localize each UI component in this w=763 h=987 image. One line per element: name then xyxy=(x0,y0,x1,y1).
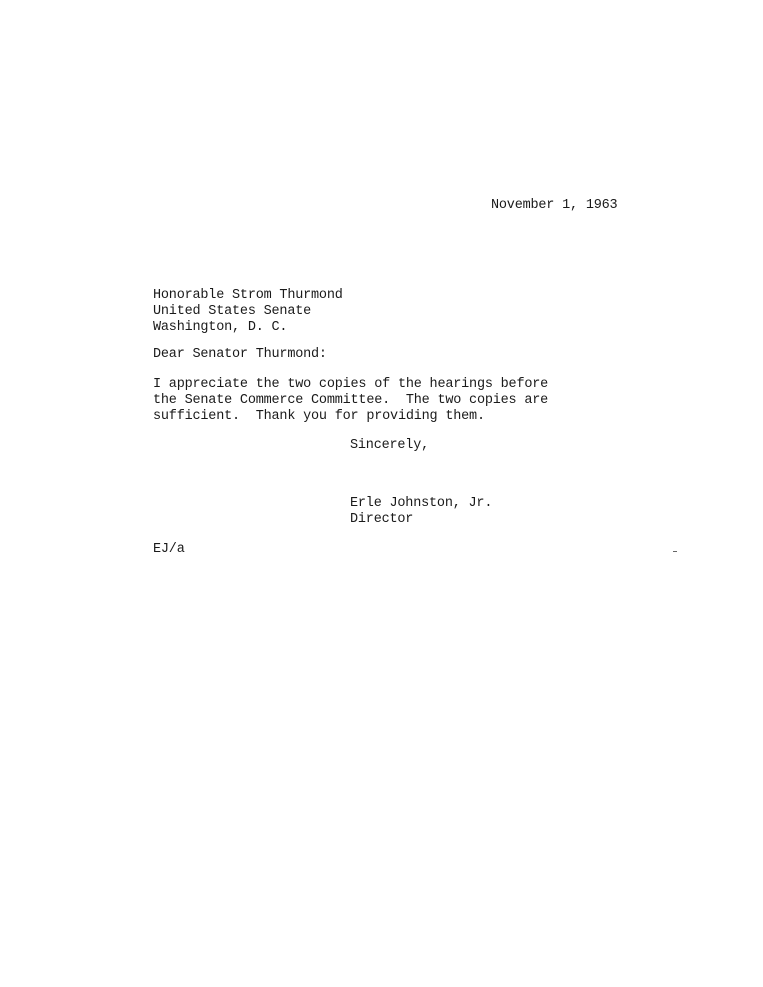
body-line: the Senate Commerce Committee. The two copies are xyxy=(153,393,549,408)
signer-name: Erle Johnston, Jr. xyxy=(350,496,493,511)
closing: Sincerely, xyxy=(350,438,430,453)
body-line: sufficient. Thank you for providing them. xyxy=(153,409,485,424)
body-line: I appreciate the two copies of the hearings before xyxy=(153,377,549,392)
recipient-organization: United States Senate xyxy=(153,304,312,319)
recipient-name: Honorable Strom Thurmond xyxy=(153,288,343,303)
paper-speck xyxy=(673,551,677,552)
signer-title: Director xyxy=(350,512,414,527)
letter-date: November 1, 1963 xyxy=(491,198,618,213)
reference-initials: EJ/a xyxy=(153,542,185,557)
salutation: Dear Senator Thurmond: xyxy=(153,347,327,362)
recipient-city: Washington, D. C. xyxy=(153,320,288,335)
